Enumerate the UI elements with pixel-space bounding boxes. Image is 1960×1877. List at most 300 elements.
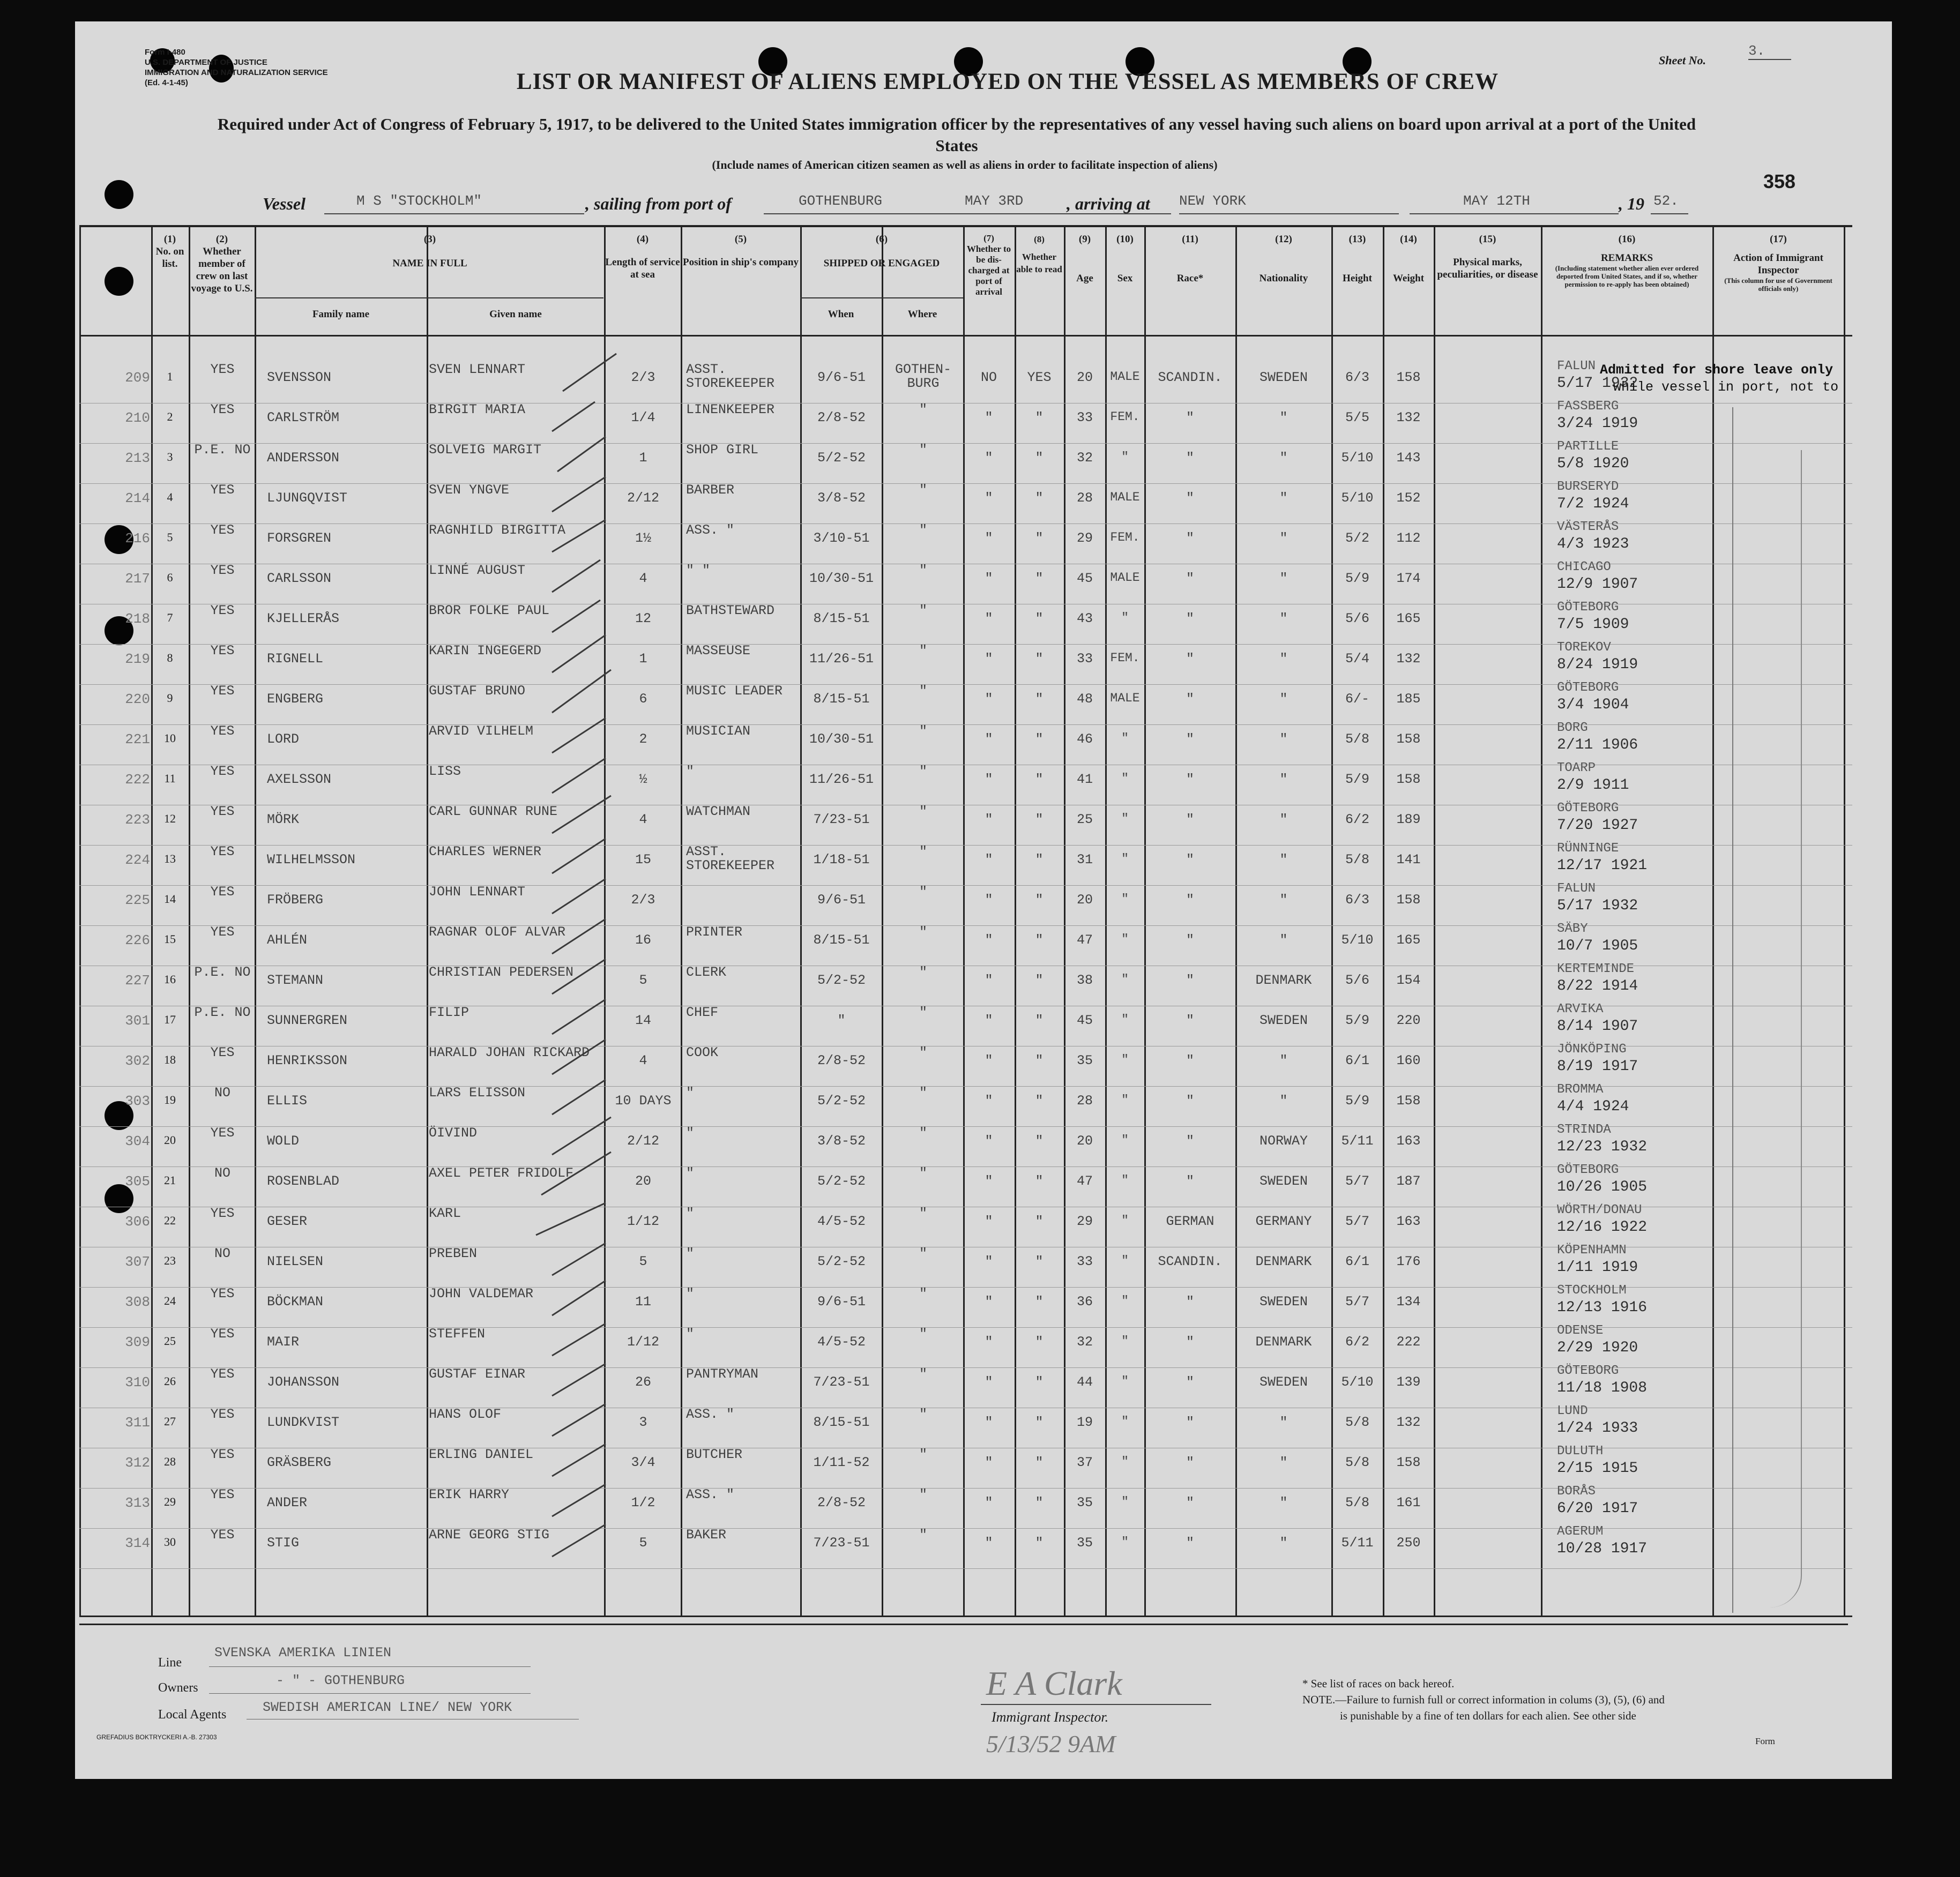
cell-birthdate: 12/13 1916: [1557, 1299, 1648, 1316]
cell-nat: DENMARK: [1255, 1254, 1312, 1269]
cell-birthplace: GÖTEBORG: [1557, 600, 1619, 615]
cell-birthdate: 5/8 1920: [1557, 455, 1629, 472]
cell-last: YES: [210, 884, 235, 900]
cell-when: 9/6-51: [817, 370, 866, 385]
cell-height: 5/9: [1345, 571, 1369, 586]
cell-disch: ": [985, 530, 993, 546]
cell-birthplace: STRINDA: [1557, 1123, 1611, 1137]
cell-ref: 308: [125, 1294, 150, 1310]
cell-given: CARL GUNNAR RUNE: [429, 804, 558, 819]
cell-height: 5/8: [1345, 1495, 1369, 1510]
race-note: * See list of races on back hereof.: [1302, 1677, 1455, 1690]
inspector-label: Immigrant Inspector.: [992, 1709, 1109, 1725]
cell-given: STEFFEN: [429, 1326, 486, 1342]
cell-family: SUNNERGREN: [267, 1013, 348, 1028]
cell-where: ": [919, 563, 927, 578]
cell-birthdate: 12/17 1921: [1557, 857, 1648, 874]
cell-where: ": [919, 884, 927, 900]
cell-weight: 158: [1396, 1093, 1421, 1109]
cell-ref: 225: [125, 892, 150, 908]
cell-family: FRÖBERG: [267, 892, 324, 908]
cell-ref: 313: [125, 1495, 150, 1511]
cell-age: 28: [1076, 490, 1093, 506]
cell-sex: ": [1121, 973, 1129, 986]
cell-sex: ": [1121, 812, 1129, 826]
cell-age: 44: [1076, 1374, 1093, 1390]
cell-birthplace: RÜNNINGE: [1557, 841, 1619, 856]
cell-family: ANDERSSON: [267, 450, 340, 466]
cell-race: ": [1186, 530, 1194, 546]
cell-sex: FEM.: [1110, 530, 1140, 544]
cell-age: 45: [1076, 1013, 1093, 1028]
cell-no: 5: [167, 530, 173, 544]
cell-nat: ": [1279, 1053, 1288, 1068]
col-header-physical-marks: (15) Physical marks, peculiarities, or disease: [1437, 234, 1538, 280]
cell-weight: 141: [1396, 852, 1421, 868]
cell-height: 6/2: [1345, 812, 1369, 827]
cell-age: 48: [1076, 691, 1093, 707]
cell-family: LJUNGQVIST: [267, 490, 348, 506]
cell-no: 22: [164, 1214, 176, 1227]
cell-family: MÖRK: [267, 812, 300, 827]
cell-read: ": [1035, 1334, 1044, 1350]
cell-birthplace: BURSERYD: [1557, 480, 1619, 494]
cell-weight: 220: [1396, 1013, 1421, 1028]
page-title: LIST OR MANIFEST OF ALIENS EMPLOYED ON THE VESSEL AS MEMBERS OF CREW: [516, 69, 1499, 94]
cell-no: 21: [164, 1173, 176, 1187]
cell-disch: ": [985, 1535, 993, 1551]
cell-sex: ": [1121, 1374, 1129, 1388]
cell-ref: 224: [125, 852, 150, 868]
cell-family: KJELLERÅS: [267, 611, 340, 626]
cell-position: ": [686, 1286, 695, 1302]
cell-no: 12: [164, 812, 176, 825]
cell-position: ": [686, 1326, 695, 1342]
cell-birthdate: 10/26 1905: [1557, 1179, 1648, 1195]
cell-where: ": [919, 643, 927, 659]
cell-birthdate: 8/22 1914: [1557, 978, 1638, 994]
cell-read: ": [1035, 1093, 1044, 1109]
cell-read: ": [1035, 1013, 1044, 1028]
cell-disch: ": [985, 1374, 993, 1390]
cell-read: ": [1035, 691, 1044, 707]
cell-weight: 158: [1396, 1455, 1421, 1470]
cell-length: 2/12: [627, 1133, 659, 1149]
cell-birthdate: 3/24 1919: [1557, 415, 1638, 432]
col-header-remarks: (16) REMARKS (Including statement whether alien ever ordered deported from United States, and if so, whether permission to re-apply has been obtained): [1555, 234, 1699, 288]
cell-nat: ": [1279, 691, 1288, 707]
punch-hole: [105, 180, 133, 209]
cell-disch: NO: [980, 370, 997, 385]
cell-given: SOLVEIG MARGIT: [429, 442, 542, 458]
cell-age: 47: [1076, 932, 1093, 948]
cell-height: 5/7: [1345, 1294, 1369, 1310]
cell-sex: ": [1121, 1455, 1129, 1469]
cell-where: ": [919, 402, 927, 417]
cell-given: LARS ELISSON: [429, 1085, 526, 1101]
cell-when: 3/8-52: [817, 1133, 866, 1149]
cell-when: 11/26-51: [809, 651, 874, 667]
cell-height: 5/2: [1345, 530, 1369, 546]
cell-read: ": [1035, 1053, 1044, 1068]
cell-position: ASST. STOREKEEPER: [686, 362, 775, 391]
cell-birthdate: 3/4 1904: [1557, 697, 1629, 713]
col-header-length: (4) Length of service at sea: [605, 234, 680, 280]
col-header-age: (9) Age: [1076, 234, 1093, 284]
vessel-label: Vessel: [263, 194, 305, 213]
col-header-shipped: (6) SHIPPED OR ENGAGED: [823, 234, 940, 269]
cell-sex: ": [1121, 852, 1129, 866]
cell-read: ": [1035, 1535, 1044, 1551]
cell-birthplace: DULUTH: [1557, 1444, 1604, 1459]
cell-ref: 209: [125, 370, 150, 386]
cell-last: YES: [210, 1487, 235, 1502]
cell-read: YES: [1027, 370, 1052, 385]
penalty-note-2: is punishable by a fine of ten dollars for each alien. See other side: [1340, 1709, 1636, 1722]
cell-race: ": [1186, 1455, 1194, 1470]
cell-birthdate: 2/9 1911: [1557, 777, 1629, 794]
cell-race: ": [1186, 852, 1194, 868]
cell-read: ": [1035, 973, 1044, 988]
cell-given: CHARLES WERNER: [429, 844, 542, 859]
cell-disch: ": [985, 852, 993, 868]
cell-ref: 222: [125, 772, 150, 788]
cell-height: 5/11: [1341, 1535, 1374, 1551]
cell-read: ": [1035, 812, 1044, 827]
cell-no: 28: [164, 1455, 176, 1468]
cell-sex: MALE: [1110, 370, 1140, 384]
cell-birthdate: 12/23 1932: [1557, 1139, 1648, 1155]
cell-nat: ": [1279, 490, 1288, 506]
cell-given: LINNÉ AUGUST: [429, 563, 526, 578]
cell-length: 12: [635, 611, 651, 626]
cell-family: FORSGREN: [267, 530, 332, 546]
line-label: Line: [158, 1656, 182, 1670]
cell-birthplace: FALUN: [1557, 359, 1596, 373]
cell-no: 24: [164, 1294, 176, 1307]
cell-family: ANDER: [267, 1495, 308, 1510]
cell-read: ": [1035, 852, 1044, 868]
cell-read: ": [1035, 1254, 1044, 1269]
cell-disch: ": [985, 611, 993, 626]
cell-race: ": [1186, 1374, 1194, 1390]
cell-weight: 160: [1396, 1053, 1421, 1068]
cell-read: ": [1035, 1214, 1044, 1229]
col-header-weight: (14) Weight: [1392, 234, 1425, 284]
cell-when: 11/26-51: [809, 772, 874, 787]
cell-birthplace: LUND: [1557, 1404, 1588, 1418]
cell-sex: ": [1121, 731, 1129, 745]
cell-weight: 187: [1396, 1173, 1421, 1189]
cell-disch: ": [985, 1294, 993, 1310]
cell-disch: ": [985, 651, 993, 667]
cell-age: 20: [1076, 1133, 1093, 1149]
cell-read: ": [1035, 450, 1044, 466]
cell-no: 4: [167, 490, 173, 504]
cell-ref: 226: [125, 932, 150, 948]
cell-where: ": [919, 1487, 927, 1502]
departure-date: MAY 3RD: [965, 193, 1024, 209]
cell-age: 32: [1076, 1334, 1093, 1350]
cell-age: 32: [1076, 450, 1093, 466]
cell-when: 5/2-52: [817, 450, 866, 466]
cell-last: YES: [210, 1527, 235, 1543]
cell-length: 5: [639, 1535, 647, 1551]
cell-when: 8/15-51: [813, 691, 870, 707]
cell-race: ": [1186, 1535, 1194, 1551]
cell-ref: 214: [125, 490, 150, 506]
cell-birthplace: GÖTEBORG: [1557, 680, 1619, 695]
col-header-position: (5) Position in ship's company: [683, 234, 799, 268]
cell-sex: ": [1121, 611, 1129, 625]
cell-ref: 210: [125, 410, 150, 426]
cell-family: HENRIKSSON: [267, 1053, 348, 1068]
cell-birthdate: 7/20 1927: [1557, 817, 1638, 834]
col-header-name: (3) NAME IN FULL: [392, 234, 467, 269]
cell-no: 14: [164, 892, 176, 906]
cell-length: 4: [639, 812, 647, 827]
cell-last: YES: [210, 522, 235, 538]
cell-birthplace: FALUN: [1557, 881, 1596, 896]
cell-length: 2: [639, 731, 647, 747]
cell-family: NIELSEN: [267, 1254, 324, 1269]
cell-last: YES: [210, 362, 235, 377]
cell-birthplace: KÖPENHAMN: [1557, 1243, 1627, 1258]
cell-family: WOLD: [267, 1133, 300, 1149]
cell-no: 30: [164, 1535, 176, 1549]
cell-when: 2/8-52: [817, 1495, 866, 1510]
printer-imprint: GREFADIUS BOKTRYCKERI A.-B. 27303: [96, 1733, 217, 1741]
cell-disch: ": [985, 1133, 993, 1149]
check-marks: [482, 343, 665, 1618]
cell-height: 6/2: [1345, 1334, 1369, 1350]
cell-nat: GERMANY: [1255, 1214, 1312, 1229]
cell-birthplace: ODENSE: [1557, 1323, 1604, 1338]
cell-birthplace: GÖTEBORG: [1557, 1163, 1619, 1177]
cell-disch: ": [985, 450, 993, 466]
cell-nat: ": [1279, 1535, 1288, 1551]
cell-ref: 304: [125, 1133, 150, 1149]
cell-length: 10 DAYS: [615, 1093, 672, 1109]
cell-read: ": [1035, 1455, 1044, 1470]
cell-nat: ": [1279, 731, 1288, 747]
admitted-note-1: Admitted for shore leave only: [1600, 362, 1834, 378]
cell-birthdate: 8/19 1917: [1557, 1058, 1638, 1075]
cell-disch: ": [985, 1334, 993, 1350]
cell-read: ": [1035, 651, 1044, 667]
cell-weight: 174: [1396, 571, 1421, 586]
cell-birthplace: JÖNKÖPING: [1557, 1042, 1627, 1057]
cell-length: 1/4: [631, 410, 655, 425]
cell-nat: ": [1279, 892, 1288, 908]
cell-position: CHEF: [686, 1005, 719, 1020]
cell-disch: ": [985, 1415, 993, 1430]
departure-port: GOTHENBURG: [799, 193, 883, 209]
cell-age: 28: [1076, 1093, 1093, 1109]
cell-where: ": [919, 1246, 927, 1261]
cell-race: ": [1186, 410, 1194, 425]
cell-sex: ": [1121, 1173, 1129, 1187]
cell-disch: ": [985, 1495, 993, 1510]
col-header-no: (1) No. on list.: [155, 234, 184, 270]
cell-birthdate: 5/17 1932: [1557, 898, 1638, 914]
cell-birthplace: FASSBERG: [1557, 399, 1619, 414]
cell-disch: ": [985, 812, 993, 827]
stamped-number: 358: [1763, 170, 1796, 192]
cell-birthplace: ARVIKA: [1557, 1002, 1604, 1016]
cell-when: 7/23-51: [813, 1535, 870, 1551]
cell-birthdate: 12/16 1922: [1557, 1219, 1648, 1236]
cell-birthplace: GÖTEBORG: [1557, 1364, 1619, 1378]
cell-no: 25: [164, 1334, 176, 1348]
col-header-family-name: Family name: [312, 309, 370, 320]
cell-age: 20: [1076, 370, 1093, 385]
cell-birthdate: 5/17 1932: [1557, 375, 1638, 392]
cell-age: 45: [1076, 571, 1093, 586]
col-header-given-name: Given name: [489, 309, 542, 320]
cell-age: 35: [1076, 1535, 1093, 1551]
cell-read: ": [1035, 731, 1044, 747]
cell-no: 19: [164, 1093, 176, 1106]
cell-when: 10/30-51: [809, 571, 874, 586]
cell-ref: 302: [125, 1053, 150, 1069]
cell-length: 5: [639, 973, 647, 988]
cell-given: ERIK HARRY: [429, 1487, 510, 1502]
cell-disch: ": [985, 1214, 993, 1229]
col-header-race: (11) Race*: [1176, 234, 1204, 284]
cell-last: NO: [214, 1165, 230, 1181]
cell-given: GUSTAF BRUNO: [429, 683, 526, 699]
cell-given: BROR FOLKE PAUL: [429, 603, 550, 618]
cell-nat: ": [1279, 530, 1288, 546]
col-header-discharged: (7) Whether to be dis-charged at port of arrival: [966, 233, 1011, 297]
cell-age: 35: [1076, 1495, 1093, 1510]
cell-race: ": [1186, 772, 1194, 787]
cell-birthplace: VÄSTERÅS: [1557, 520, 1619, 534]
cell-position: BATHSTEWARD: [686, 603, 775, 618]
cell-length: 16: [635, 932, 651, 948]
cell-sex: ": [1121, 1535, 1129, 1549]
cell-height: 5/10: [1341, 1374, 1374, 1390]
cell-height: 5/11: [1341, 1133, 1374, 1149]
cell-weight: 189: [1396, 812, 1421, 827]
cell-age: 46: [1076, 731, 1093, 747]
cell-when: 5/2-52: [817, 973, 866, 988]
cell-weight: 134: [1396, 1294, 1421, 1310]
cell-position: MUSIC LEADER: [686, 683, 783, 699]
cell-race: ": [1186, 611, 1194, 626]
cell-position: BAKER: [686, 1527, 727, 1543]
penalty-note-1: NOTE.—Failure to furnish full or correct information in colums (3), (5), (6) and: [1302, 1693, 1665, 1706]
cell-ref: 220: [125, 691, 150, 707]
cell-given: HANS OLOF: [429, 1407, 502, 1422]
cell-where: ": [919, 442, 927, 458]
cell-disch: ": [985, 731, 993, 747]
cell-nat: ": [1279, 611, 1288, 626]
cell-race: SCANDIN.: [1158, 370, 1223, 385]
cell-disch: ": [985, 1093, 993, 1109]
cell-age: 43: [1076, 611, 1093, 626]
cell-given: KARIN INGEGERD: [429, 643, 542, 659]
col-header-last-voyage: (2) Whether member of crew on last voyage to U.S.: [191, 234, 253, 294]
cell-age: 29: [1076, 1214, 1093, 1229]
cell-height: 5/8: [1345, 852, 1369, 868]
cell-last: YES: [210, 563, 235, 578]
cell-age: 38: [1076, 973, 1093, 988]
cell-where: ": [919, 1366, 927, 1382]
cell-weight: 176: [1396, 1254, 1421, 1269]
cell-position: PANTRYMAN: [686, 1366, 759, 1382]
cell-race: ": [1186, 490, 1194, 506]
cell-read: ": [1035, 772, 1044, 787]
cell-where: ": [919, 1447, 927, 1462]
cell-race: ": [1186, 1173, 1194, 1189]
cell-weight: 185: [1396, 691, 1421, 707]
cell-where: ": [919, 1407, 927, 1422]
cell-family: LUNDKVIST: [267, 1415, 340, 1430]
cell-weight: 112: [1396, 530, 1421, 546]
cell-ref: 305: [125, 1173, 150, 1190]
vessel-name: M S "STOCKHOLM": [356, 193, 482, 209]
cell-birthdate: 10/28 1917: [1557, 1541, 1648, 1557]
cell-where: ": [919, 1085, 927, 1101]
cell-when: 7/23-51: [813, 1374, 870, 1390]
cell-given: SVEN YNGVE: [429, 482, 510, 498]
cell-family: LORD: [267, 731, 300, 747]
cell-read: ": [1035, 932, 1044, 948]
cell-weight: 158: [1396, 370, 1421, 385]
cell-race: ": [1186, 1415, 1194, 1430]
cell-birthdate: 10/7 1905: [1557, 938, 1638, 954]
cell-nat: NORWAY: [1259, 1133, 1308, 1149]
cell-when: 2/8-52: [817, 410, 866, 425]
cell-where: ": [919, 804, 927, 819]
cell-ref: 312: [125, 1455, 150, 1471]
cell-last: YES: [210, 1407, 235, 1422]
cell-race: ": [1186, 1093, 1194, 1109]
cell-length: 15: [635, 852, 651, 868]
cell-ref: 223: [125, 812, 150, 828]
cell-age: 35: [1076, 1053, 1093, 1068]
cell-where: ": [919, 844, 927, 859]
cell-where: ": [919, 1005, 927, 1020]
cell-weight: 158: [1396, 892, 1421, 908]
cell-where: ": [919, 764, 927, 779]
cell-length: 4: [639, 1053, 647, 1068]
cell-where: ": [919, 683, 927, 699]
cell-sex: ": [1121, 1133, 1129, 1147]
cell-weight: 158: [1396, 772, 1421, 787]
cell-given: FILIP: [429, 1005, 469, 1020]
cell-height: 5/10: [1341, 490, 1374, 506]
cell-sex: ": [1121, 1415, 1129, 1429]
cell-position: " ": [686, 563, 711, 578]
cell-nat: ": [1279, 651, 1288, 667]
cell-birthplace: GÖTEBORG: [1557, 801, 1619, 816]
cell-position: ASS. ": [686, 1407, 735, 1422]
cell-last: YES: [210, 924, 235, 940]
cell-last: YES: [210, 1286, 235, 1302]
cell-length: 2/12: [627, 490, 659, 506]
cell-length: 11: [635, 1294, 651, 1310]
cell-ref: 213: [125, 450, 150, 466]
cell-disch: ": [985, 571, 993, 586]
cell-ref: 310: [125, 1374, 150, 1390]
cell-length: 1: [639, 651, 647, 667]
cell-length: 1: [639, 450, 647, 466]
cell-race: ": [1186, 1495, 1194, 1510]
cell-position: ASS. ": [686, 1487, 735, 1502]
